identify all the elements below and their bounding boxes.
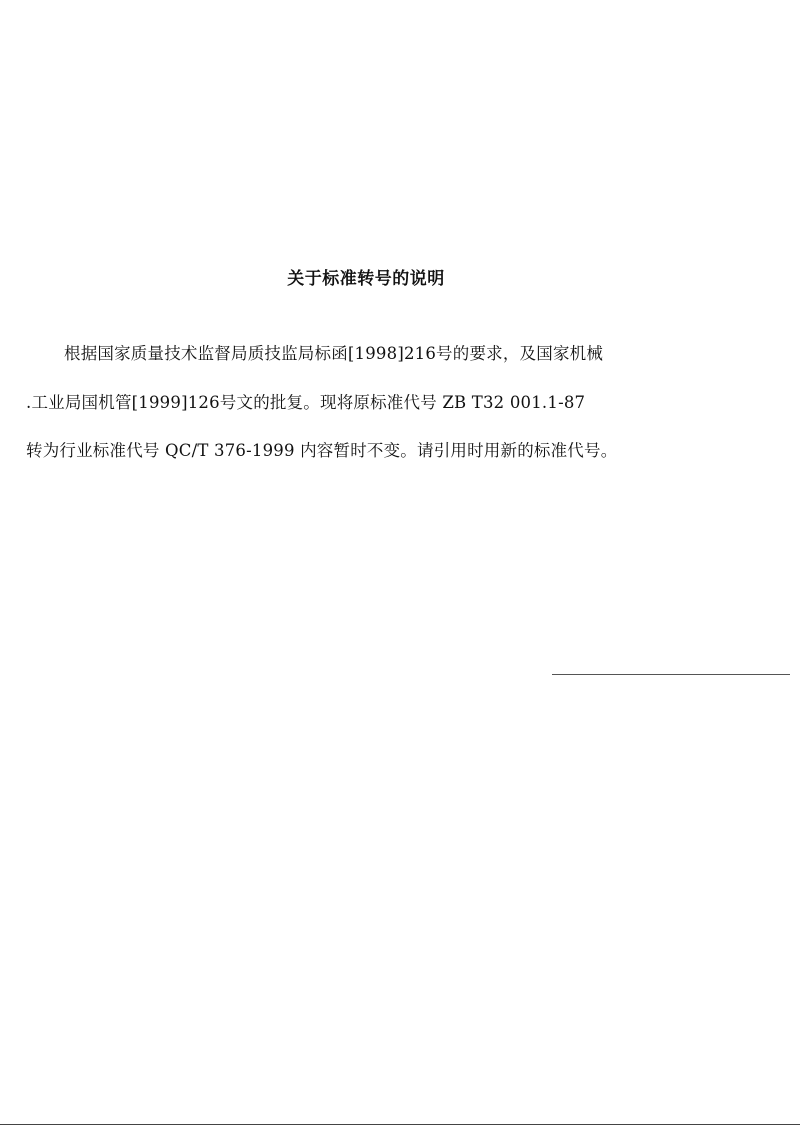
horizontal-rule-bottom [0, 1124, 800, 1125]
paragraph-line-1: 根据国家质量技术监督局质技监局标函[1998]216号的要求，及国家机械 [64, 344, 604, 363]
horizontal-rule-right [552, 674, 790, 675]
paragraph-line-3: 转为行业标准代号 QC/T 376-1999 内容暂时不变。请引用时用新的标准代号。 [26, 441, 618, 460]
document-title: 关于标准转号的说明 [287, 269, 445, 289]
paragraph-line-2: .工业局国机管[1999]126号文的批复。现将原标准代号 ZB T32 001.1-87 [26, 393, 586, 412]
